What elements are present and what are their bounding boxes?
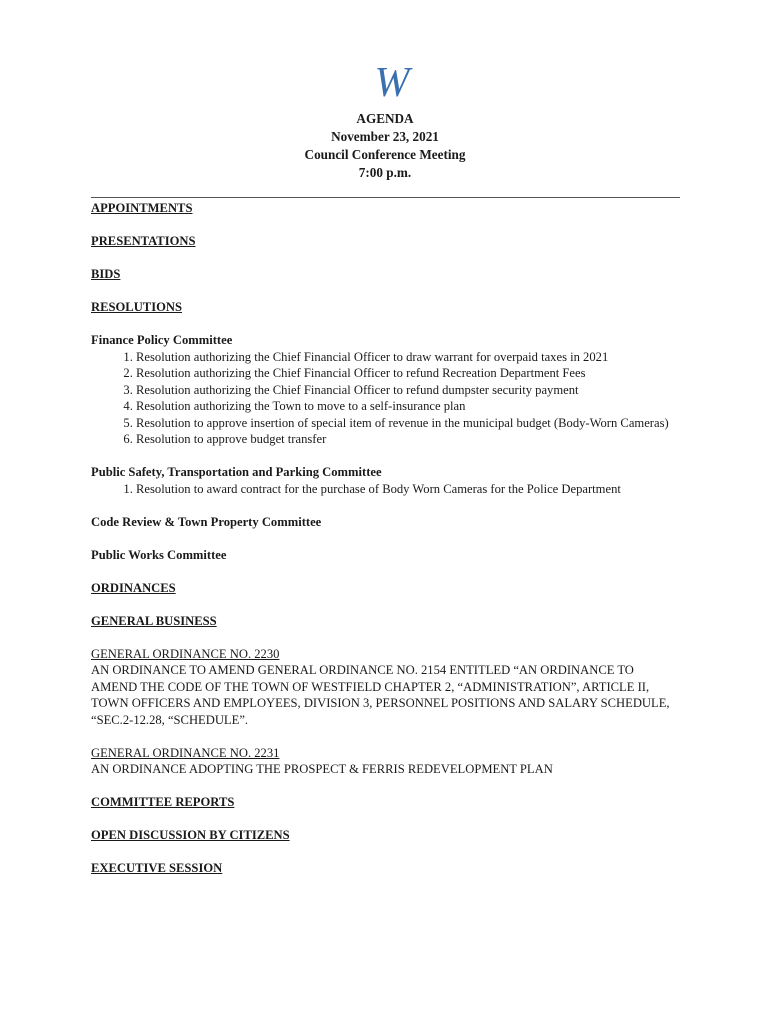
list-item: 2. Resolution authorizing the Chief Financial Officer to refund Recreation Department Fees bbox=[136, 365, 681, 382]
section-general-business: GENERAL BUSINESS bbox=[91, 613, 217, 628]
agenda-body bbox=[91, 200, 681, 877]
meeting-date: November 23, 2021 bbox=[331, 129, 439, 144]
ordinance-number: GENERAL ORDINANCE NO. 2230 bbox=[91, 646, 280, 661]
section-presentations: PRESENTATIONS bbox=[91, 234, 196, 248]
finance-committee-title: Finance Policy Committee bbox=[91, 333, 233, 347]
list-item: 1. Resolution authorizing the Chief Financial Officer to draw warrant for overpaid taxes in 2021 bbox=[136, 349, 681, 366]
list-item: 3. Resolution authorizing the Chief Financial Officer to refund dumpster security payment bbox=[136, 382, 681, 399]
public-works-committee-title: Public Works Committee bbox=[91, 547, 227, 562]
list-item: 4. Resolution authorizing the Town to move to a self-insurance plan bbox=[136, 398, 681, 415]
section-committee-reports: COMMITTEE REPORTS bbox=[91, 795, 235, 809]
ordinance-number: GENERAL ORDINANCE NO. 2231 bbox=[91, 745, 280, 760]
agenda-header bbox=[0, 110, 770, 182]
section-bids: BIDS bbox=[91, 267, 121, 281]
section-open-discussion: OPEN DISCUSSION BY CITIZENS bbox=[91, 828, 290, 842]
section-appointments: APPOINTMENTS bbox=[91, 201, 193, 215]
list-item: 1. Resolution to award contract for the purchase of Body Worn Cameras for the Police Department bbox=[136, 481, 681, 498]
list-item: 6. Resolution to approve budget transfer bbox=[136, 431, 681, 448]
header-divider bbox=[91, 197, 680, 198]
section-executive-session: EXECUTIVE SESSION bbox=[91, 861, 223, 875]
section-ordinances: ORDINANCES bbox=[91, 580, 176, 595]
code-review-committee-title: Code Review & Town Property Committee bbox=[91, 514, 322, 529]
ordinance-text: AN ORDINANCE ADOPTING THE PROSPECT & FERRIS REDEVELOPMENT PLAN bbox=[91, 762, 553, 776]
public-safety-resolutions-list bbox=[91, 481, 681, 498]
meeting-time: 7:00 p.m. bbox=[358, 165, 412, 180]
meeting-type: Council Conference Meeting bbox=[304, 147, 466, 162]
finance-resolutions-list bbox=[91, 349, 681, 448]
section-resolutions: RESOLUTIONS bbox=[91, 300, 182, 314]
public-safety-committee-title: Public Safety, Transportation and Parking Committee bbox=[91, 465, 382, 479]
ordinance-text: AN ORDINANCE TO AMEND GENERAL ORDINANCE NO. 2154 ENTITLED “AN ORDINANCE TO AMEND THE CODE OF THE TOWN OF WESTFIELD CHAPTER 2, “ADMINISTRATION”, ARTICLE II, TOWN OFFICERS AND EMPLOYEES, DIVISION 3, PERSONNEL POSITIONS AND SALARY SCHEDULE, “SEC.2-12.28, “SCHEDULE”. bbox=[91, 663, 670, 727]
list-item: 5. Resolution to approve insertion of special item of revenue in the municipal budget (Body-Worn Cameras) bbox=[136, 415, 681, 432]
westfield-logo bbox=[360, 60, 424, 104]
logo-letter: W bbox=[374, 60, 410, 104]
agenda-title: AGENDA bbox=[356, 111, 414, 126]
